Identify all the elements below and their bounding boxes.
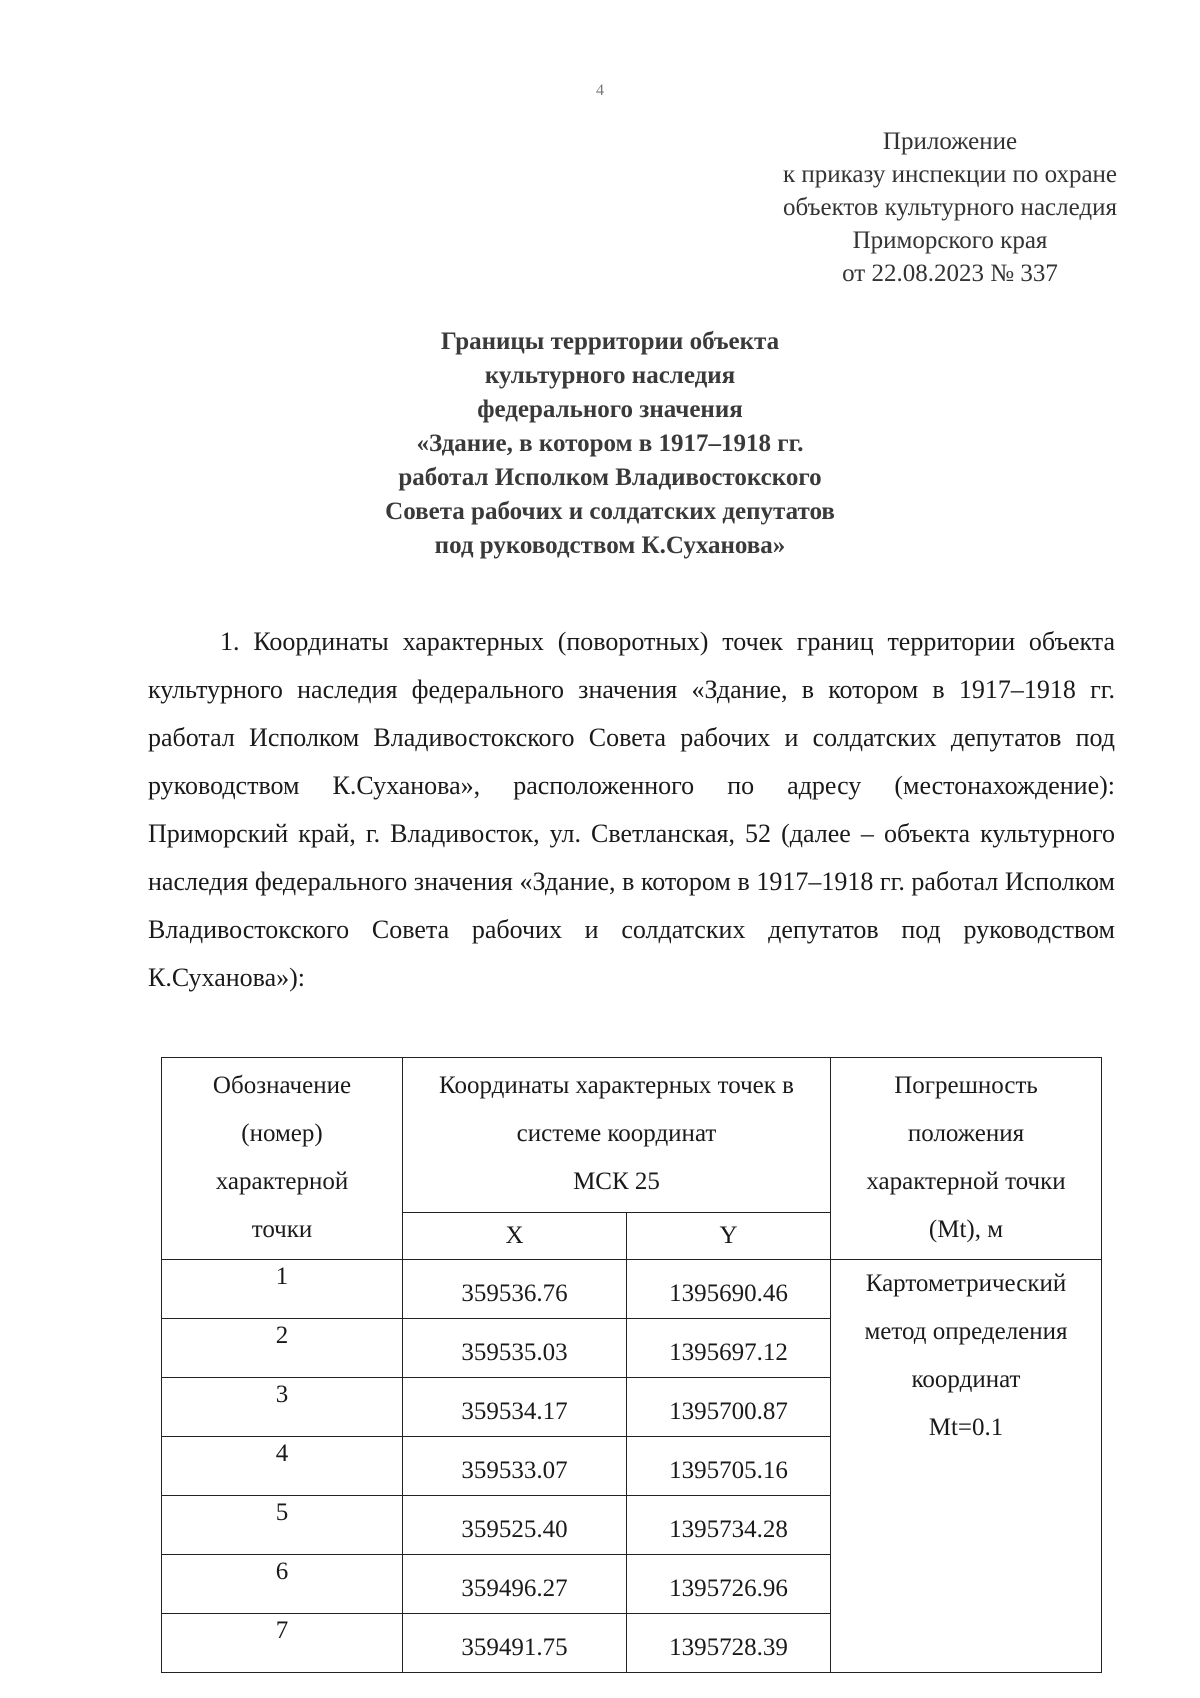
header-line: точки	[251, 1216, 313, 1243]
title-line: работал Исполком Владивостокского	[398, 464, 822, 491]
point-number: 6	[162, 1555, 403, 1614]
header-designation	[162, 1058, 403, 1260]
y-value: 1395700.87	[627, 1378, 831, 1437]
header-error	[831, 1058, 1102, 1260]
method-line: Mt=0.1	[928, 1414, 1004, 1441]
title-line: культурного наследия	[484, 362, 736, 389]
x-value: 359525.40	[403, 1496, 627, 1555]
body-paragraph: 1. Координаты характерных (поворотных) точек границ территории объекта культурного наследия федерального значения «Здание, в котором в 1917–1918 гг. работал Исполком Владивостокского Совета рабочих и солдатских депутатов под руководством К.Суханова», расположенного по адресу (местонахождение): Приморский край, г. Владивосток, ул. Светланская, 52 (далее – объекта культурного наследия федерального значения «Здание, в котором в 1917–1918 гг. работал Исполком Владивостокского Совета рабочих и солдатских депутатов под руководством К.Суханова»):	[148, 627, 1115, 992]
header-x: X	[403, 1213, 627, 1260]
x-value: 359534.17	[403, 1378, 627, 1437]
appendix-line: к приказу инспекции по охране	[782, 161, 1118, 188]
x-value: 359536.76	[403, 1260, 627, 1319]
point-number: 3	[162, 1378, 403, 1437]
x-value: 359533.07	[403, 1437, 627, 1496]
method-line: Картометрический	[865, 1270, 1067, 1297]
point-number: 4	[162, 1437, 403, 1496]
header-line: (номер)	[241, 1120, 323, 1147]
header-line: положения	[907, 1120, 1025, 1147]
y-value: 1395734.28	[627, 1496, 831, 1555]
point-number: 1	[162, 1260, 403, 1319]
y-value: 1395728.39	[627, 1614, 831, 1673]
header-line: Погрешность	[894, 1072, 1038, 1099]
header-line: Координаты характерных точек в	[439, 1072, 794, 1099]
x-value: 359491.75	[403, 1614, 627, 1673]
point-number: 7	[162, 1614, 403, 1673]
title-line: Совета рабочих и солдатских депутатов	[385, 498, 835, 525]
appendix-line: объектов культурного наследия	[783, 194, 1117, 221]
appendix-block	[740, 125, 1160, 290]
y-value: 1395705.16	[627, 1437, 831, 1496]
table-row	[162, 1260, 1102, 1319]
title-line: под руководством К.Суханова»	[434, 532, 786, 559]
document-title	[300, 325, 920, 563]
point-number: 2	[162, 1319, 403, 1378]
y-value: 1395690.46	[627, 1260, 831, 1319]
title-line: Границы территории объекта	[440, 328, 780, 355]
appendix-line: Приложение	[882, 128, 1018, 155]
header-line: МСК 25	[573, 1168, 660, 1195]
x-value: 359496.27	[403, 1555, 627, 1614]
title-line: «Здание, в котором в 1917–1918 гг.	[416, 430, 804, 457]
header-line: системе координат	[516, 1120, 717, 1147]
x-value: 359535.03	[403, 1319, 627, 1378]
title-line: федерального значения	[477, 396, 743, 423]
page-number: 4	[596, 82, 604, 99]
appendix-line: Приморского края	[852, 227, 1048, 254]
point-number: 5	[162, 1496, 403, 1555]
y-value: 1395726.96	[627, 1555, 831, 1614]
coordinates-table	[161, 1057, 1102, 1673]
header-coordinate-system	[403, 1058, 831, 1213]
header-line: (Mt), м	[928, 1216, 1004, 1243]
method-line: метод определения	[864, 1318, 1068, 1345]
header-line: характерной точки	[866, 1168, 1066, 1195]
header-line: Обозначение	[212, 1072, 352, 1099]
header-y: Y	[627, 1213, 831, 1260]
appendix-line: от 22.08.2023 № 337	[842, 260, 1058, 287]
method-line: координат	[911, 1366, 1021, 1393]
y-value: 1395697.12	[627, 1319, 831, 1378]
header-line: характерной	[215, 1168, 349, 1195]
method-cell	[831, 1260, 1102, 1673]
